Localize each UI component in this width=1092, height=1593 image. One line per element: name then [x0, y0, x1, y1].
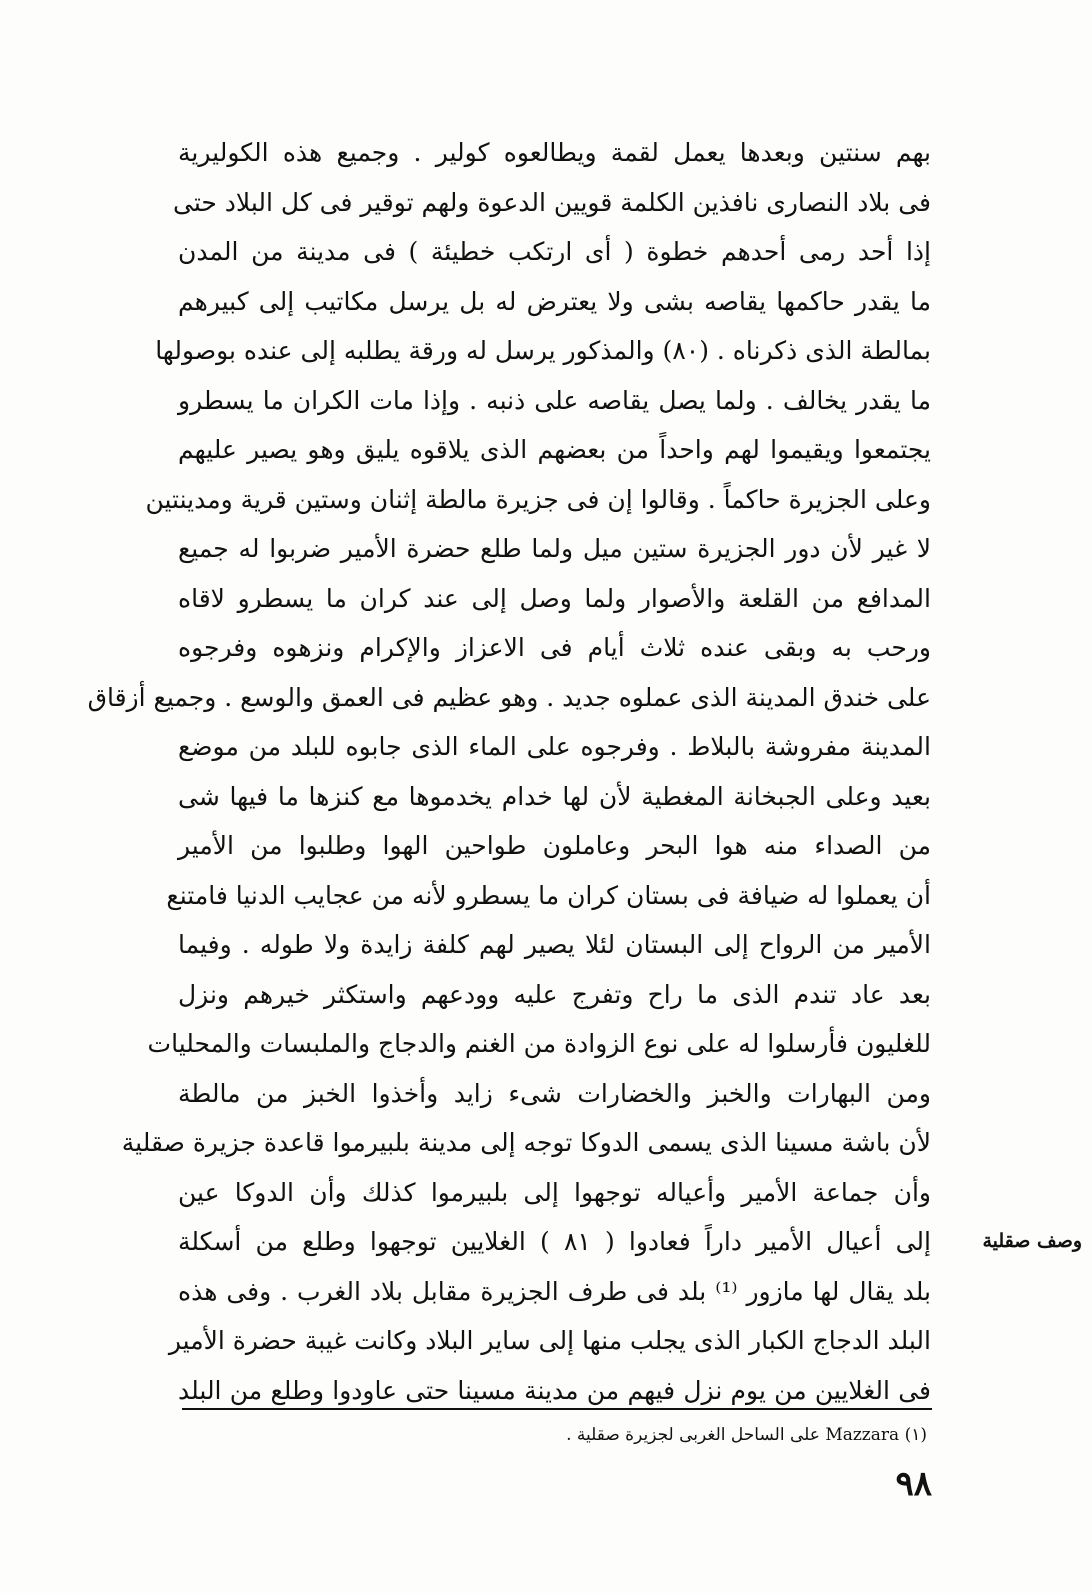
text-line: ومن البهارات والخبز والخضارات شىء زايد وأخذوا الخبز من مالطة: [178, 1078, 931, 1108]
page-number: ٩٨: [895, 1464, 932, 1504]
text-line: فى الغلايين من يوم نزل فيهم من مدينة مسينا حتى عاودوا وطلع من البلد: [178, 1375, 932, 1405]
text-line: وعلى الجزيرة حاكماً . وقالوا إن فى جزيرة مالطة إثنان وستين قرية ومدينتين: [145, 484, 931, 514]
text-line: بمالطة الذى ذكرناه . (٨٠) والمذكور يرسل له ورقة يطلبه إلى عنده بوصولها: [155, 336, 931, 365]
text-line: يجتمعوا ويقيموا لهم واحداً من بعضهم الذى يلاقوه يليق وهو يصير عليهم: [178, 435, 931, 464]
text-line: فى بلاد النصارى نافذين الكلمة قويين الدعوة ولهم توقير فى كل البلاد حتى: [173, 187, 931, 217]
text-line: المدينة مفروشة بالبلاط . وفرجوه على الماء الذى جابوه للبلد من موضع: [178, 732, 931, 761]
footnote: (١) Mazzara على الساحل الغربى لجزيرة صقلية .: [566, 1425, 927, 1445]
text-line: بلد يقال لها مازور ⁽¹⁾ بلد فى طرف الجزيرة مقابل بلاد الغرب . وفى هذه: [178, 1276, 931, 1306]
text-line: الأمير من الرواح إلى البستان لئلا يصير لهم كلفة زايدة ولا طوله . وفيما: [178, 930, 931, 959]
body-text: [87, 128, 932, 1415]
text-line: لا غير لأن دور الجزيرة ستين ميل ولما طلع حضرة الأمير ضربوا له جميع: [178, 534, 931, 563]
margin-note: وصف صقلية: [982, 1230, 1082, 1252]
text-line: إلى أعيال الأمير داراً فعادوا ( ٨١ ) الغلايين توجهوا وطلع من أسكلة: [178, 1227, 931, 1256]
text-line: وأن جماعة الأمير وأعياله توجهوا إلى بلبيرموا كذلك وأن الدوكا عين: [178, 1177, 931, 1207]
text-line: البلد الدجاج الكبار الذى يجلب منها إلى ساير البلاد وكانت غيبة حضرة الأمير: [168, 1326, 931, 1355]
text-line: ما يقدر يخالف . ولما يصل يقاصه على ذنبه . وإذا مات الكران ما يسطرو: [178, 385, 931, 415]
text-line: على خندق المدينة الذى عملوه جديد . وهو عظيم فى العمق والوسع . وجميع أزقاق: [87, 682, 931, 712]
text-line: ما يقدر حاكمها يقاصه بشى ولا يعترض له بل يرسل مكاتيب إلى كبيرهم: [178, 286, 931, 316]
text-line: بعيد وعلى الجبخانة المغطية لأن لها خدام يخدموها مع كنزها ما فيها شى: [178, 781, 931, 811]
text-line: أن يعملوا له ضيافة فى بستان كران ما يسطرو لأنه من عجايب الدنيا فامتنع: [166, 880, 931, 910]
footnote-divider: [182, 1408, 932, 1410]
text-line: من الصداء منه هوا البحر وعاملون طواحين الهوا وطلبوا من الأمير: [178, 831, 931, 860]
text-line: بهم سنتين وبعدها يعمل لقمة ويطالعوه كولير . وجميع هذه الكوليرية: [178, 138, 931, 167]
text-line: إذا أحد رمى أحدهم خطوة ( أى ارتكب خطيئة ) فى مدينة من المدن: [178, 237, 931, 266]
text-line: المدافع من القلعة والأصوار ولما وصل إلى عند كران ما يسطرو لاقاه: [178, 583, 931, 613]
text-line: ورحب به وبقى عنده ثلاث أيام فى الاعزاز والإكرام ونزهوه وفرجوه: [178, 633, 931, 662]
text-line: بعد عاد تندم الذى ما راح وتفرج عليه وودعهم واستكثر خيرهم ونزل: [178, 979, 931, 1009]
text-line: لأن باشة مسينا الذى يسمى الدوكا توجه إلى مدينة بلبيرموا قاعدة جزيرة صقلية: [121, 1128, 931, 1157]
text-line: للغليون فأرسلوا له على نوع الزوادة من الغنم والدجاج والملبسات والمحليات: [147, 1029, 931, 1058]
